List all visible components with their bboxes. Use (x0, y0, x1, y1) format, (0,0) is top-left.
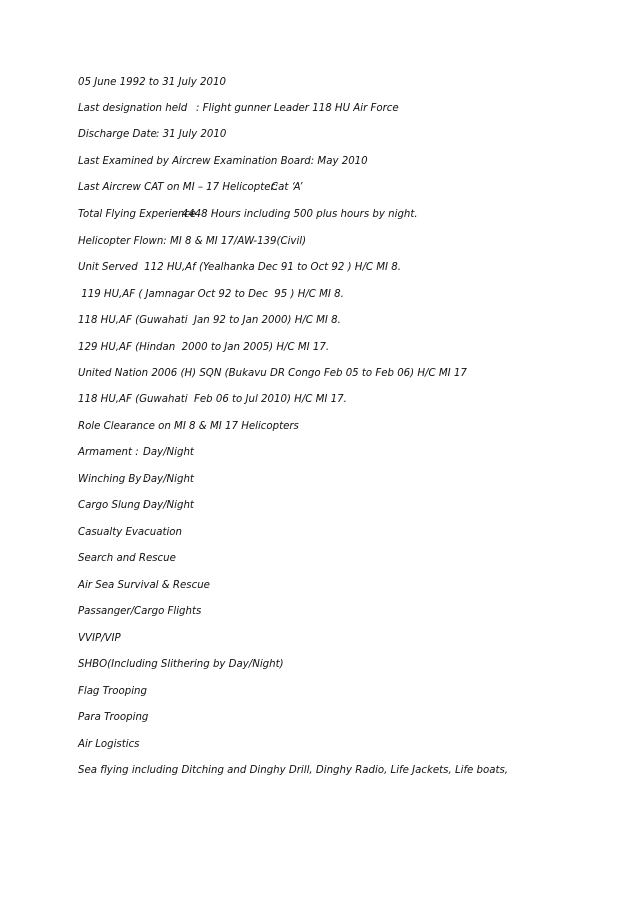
unit-served-line: Unit Served 112 HU,Af (Yealhanka Dec 91 to Oct 92 ) H/C MI 8. (78, 262, 402, 273)
aircrew-examination-line: Last Examined by Aircrew Examination Board: May 2010 (78, 156, 368, 167)
cargo-slung-label: Cargo Slung : (78, 500, 147, 511)
winching-label: Winching By : (78, 474, 149, 485)
helicopter-flown-line: Helicopter Flown: MI 8 & MI 17/AW-139(Civil) (78, 236, 307, 247)
armament-line (78, 447, 194, 459)
air-logistics-line: Air Logistics (78, 739, 140, 750)
flying-experience-label: Total Flying Experience (78, 209, 197, 220)
armament-label: Armament : (78, 447, 139, 458)
vvip-vip-line: VVIP/VIP (78, 633, 121, 644)
service-period-line: 05 June 1992 to 31 July 2010 (78, 77, 226, 88)
flying-experience-value: : 4448 Hours including 500 plus hours by night. (175, 209, 418, 220)
unit-119-line: 119 HU,AF ( Jamnagar Oct 92 to Dec 95 ) H/C MI 8. (78, 289, 344, 300)
last-designation-value: : Flight gunner Leader 118 HU Air Force (196, 103, 399, 114)
unit-118-guwahati-2-line: 118 HU,AF (Guwahati Feb 06 to Jul 2010) H/C MI 17. (78, 394, 347, 405)
unit-129-hindan-line: 129 HU,AF (Hindan 2000 to Jan 2005) H/C MI 17. (78, 342, 330, 353)
united-nation-line: United Nation 2006 (H) SQN (Bukavu DR Congo Feb 05 to Feb 06) H/C MI 17 (78, 368, 467, 379)
cargo-slung-value: Day/Night (143, 500, 194, 511)
armament-value: Day/Night (143, 447, 194, 458)
unit-118-guwahati-1-line: 118 HU,AF (Guwahati Jan 92 to Jan 2000) H/C MI 8. (78, 315, 341, 326)
winching-value: Day/Night (143, 474, 194, 485)
discharge-date-value: : 31 July 2010 (156, 129, 227, 140)
role-clearance-line: Role Clearance on MI 8 & MI 17 Helicopters (78, 421, 299, 432)
winching-line (78, 474, 194, 486)
flag-trooping-line: Flag Trooping (78, 686, 147, 697)
passanger-cargo-line: Passanger/Cargo Flights (78, 606, 202, 617)
aircrew-cat-line (78, 182, 302, 194)
discharge-date-line (78, 129, 226, 141)
search-rescue-line: Search and Rescue (78, 553, 176, 564)
air-sea-survival-line: Air Sea Survival & Rescue (78, 580, 210, 591)
aircrew-cat-label: Last Aircrew CAT on MI – 17 Helicopter: (78, 182, 279, 193)
cargo-slung-line (78, 500, 194, 512)
discharge-date-label: Discharge Date (78, 129, 157, 140)
last-designation-label: Last designation held (78, 103, 188, 114)
flying-experience-line (78, 209, 418, 221)
sea-flying-line: Sea flying including Ditching and Dinghy Drill, Dinghy Radio, Life Jackets, Life boats, (78, 765, 509, 776)
para-trooping-line: Para Trooping (78, 712, 149, 723)
casualty-evacuation-line: Casualty Evacuation (78, 527, 182, 538)
shbo-line: SHBO(Including Slithering by Day/Night) (78, 659, 284, 670)
last-designation-line (78, 103, 399, 115)
aircrew-cat-value: Cat ‘A’ (271, 182, 303, 193)
